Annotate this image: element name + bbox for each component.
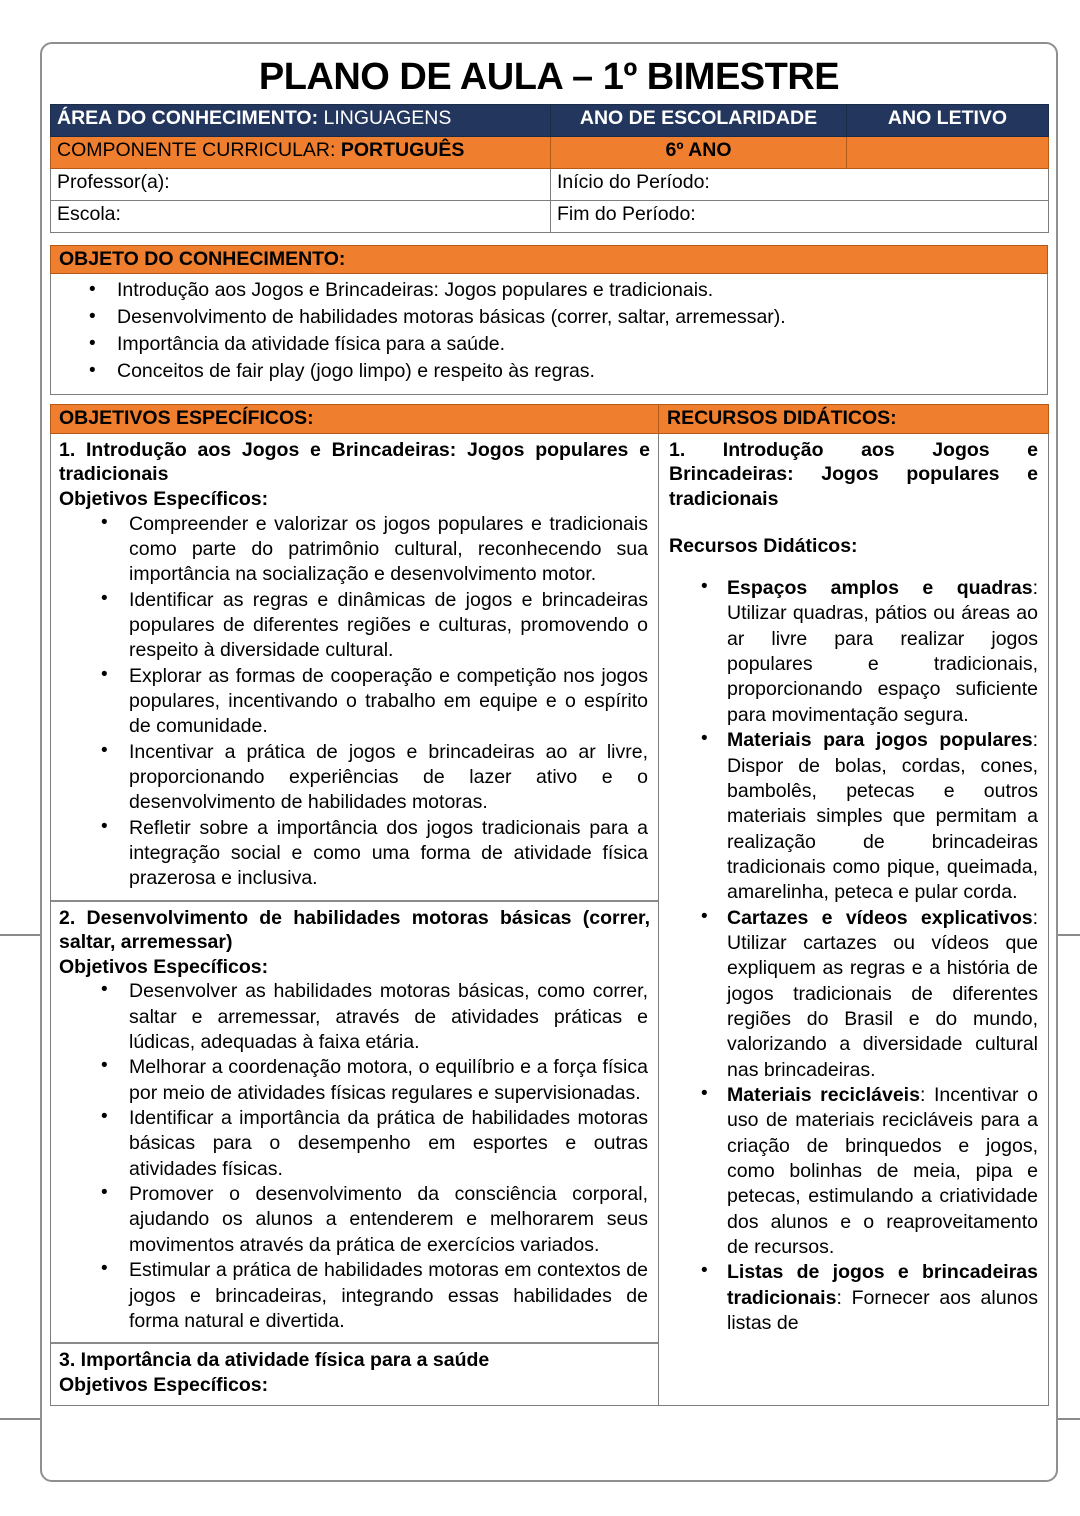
list-item: • Desenvolvimento de habilidades motoras básicas (correr, saltar, arremessar). — [117, 305, 1027, 331]
area-conhecimento-label: ÁREA DO CONHECIMENTO: — [57, 107, 319, 129]
list-item: • Explorar as formas de cooperação e competição nos jogos populares, incentivando o trabalho em equipe e o espírito de comunidade. — [129, 664, 648, 740]
table-row — [51, 201, 1049, 233]
list-item: • Compreender e valorizar os jogos populares e tradicionais como parte do patrimônio cultural, reconhecendo sua importância na socialização e desenvolvimento motor. — [129, 512, 648, 588]
recursos-body — [659, 434, 1048, 1343]
list-item-text: : Incentivar o uso de materiais recicláveis para a criação de brinquedos e jogos, como bolinhas de meia, pipa e petecas, estimulando a criatividade dos alunos e o reaproveitamento de recursos. — [727, 1083, 1039, 1259]
list-item — [727, 1260, 1038, 1336]
table-row — [51, 105, 1049, 137]
objetivo-block-1-cell — [51, 434, 658, 901]
objetivo-block-3-subtitle: Objetivos Específicos: — [59, 1373, 269, 1396]
table-row — [51, 169, 1049, 201]
list-item: • Desenvolver as habilidades motoras básicas, como correr, saltar e arremessar, através de atividades práticas e lúdicas, adequadas à faixa etária. — [129, 979, 648, 1055]
page-content — [40, 42, 1058, 1482]
list-item: • Melhorar a coordenação motora, o equilíbrio e a força física por meio de atividades físicas regulares e supervisionadas. — [129, 1055, 648, 1106]
list-item-text: : Utilizar cartazes ou vídeos que expliquem as regras e a história de jogos tradicionais de diferentes regiões do Brasil e do mundo, valorizando a diversidade cultural nas brincadeiras. — [727, 906, 1038, 1081]
objetivos-blocks-table — [51, 434, 658, 1405]
header-info-table — [50, 104, 1049, 233]
list-item: • Refletir sobre a importância dos jogos tradicionais para a integração social e como uma forma de atividade física prazerosa e inclusiva. — [129, 816, 648, 892]
table-row — [51, 405, 1049, 434]
objetivo-block-2 — [51, 901, 658, 1344]
spacer — [50, 395, 1048, 404]
componente-curricular-value: PORTUGUÊS — [340, 139, 465, 161]
recursos-list — [669, 576, 1038, 1336]
componente-curricular-cell — [51, 137, 551, 169]
objetivo-block-1-subtitle: Objetivos Específicos: — [59, 487, 269, 510]
table-row — [51, 433, 1049, 1405]
objetivo-block-2-title: 2. Desenvolvimento de habilidades motoras básicas (correr, saltar, arremessar) — [59, 906, 650, 954]
list-item: • Conceitos de fair play (jogo limpo) e respeito às regras. — [117, 359, 1027, 385]
page-title: PLANO DE AULA – 1º BIMESTRE — [258, 56, 840, 98]
professor-field[interactable]: Professor(a): — [51, 169, 551, 201]
recursos-didaticos-header: RECURSOS DIDÁTICOS: — [659, 405, 1049, 434]
list-item: • Importância da atividade física para a saúde. — [117, 332, 1027, 358]
table-row — [51, 137, 1049, 169]
list-item-text: : Utilizar quadras, pátios ou áreas ao ar livre para realizar jogos populares e tradicionais, proporcionando espaço suficiente para movimentação segura. — [727, 577, 1038, 726]
spacer — [50, 233, 1048, 245]
recursos-subtitle: Recursos Didáticos: — [669, 534, 858, 557]
objetivo-block-3-cell — [51, 1343, 658, 1405]
area-conhecimento-text: LINGUAGENS — [323, 107, 452, 129]
list-item — [727, 728, 1038, 905]
objetivos-especificos-column — [51, 433, 659, 1405]
recursos-didaticos-column — [659, 433, 1049, 1405]
list-item-lead: Listas de jogos e brincadeiras tradicionais — [727, 1261, 1038, 1309]
list-item: • Identificar as regras e dinâmicas de jogos e brincadeiras populares de diferentes regiões e culturas, promovendo o respeito à diversidade cultural. — [129, 588, 648, 664]
area-conhecimento-cell — [51, 105, 551, 137]
escola-field[interactable]: Escola: — [51, 201, 551, 233]
inicio-periodo-field[interactable]: Início do Período: — [551, 169, 1049, 201]
objetivo-block-1 — [51, 434, 658, 901]
list-item — [727, 576, 1038, 728]
objeto-conhecimento-body — [50, 274, 1048, 395]
objeto-conhecimento-list — [51, 278, 1047, 385]
objetivo-block-2-list — [59, 979, 650, 1334]
list-item-text: : Fornecer aos alunos listas de — [727, 1286, 1038, 1335]
objetivos-especificos-header: OBJETIVOS ESPECÍFICOS: — [51, 405, 659, 434]
list-item: • Introdução aos Jogos e Brincadeiras: Jogos populares e tradicionais. — [117, 278, 1027, 304]
list-item: • Promover o desenvolvimento da consciência corporal, ajudando os alunos a entenderem e melhorarem seus movimentos através da prática de exercícios variados. — [129, 1182, 648, 1258]
list-item — [727, 906, 1038, 1083]
objetivo-block-3-title: 3. Importância da atividade física para a saúde — [59, 1349, 490, 1372]
ano-escolaridade-value: 6º ANO — [551, 137, 847, 169]
list-item — [727, 1083, 1038, 1260]
list-item-lead: Espaços amplos e quadras — [727, 577, 1033, 600]
list-item: • Incentivar a prática de jogos e brincadeiras ao ar livre, proporcionando experiências de lazer ativo e o desenvolvimento de habilidades motoras. — [129, 740, 648, 816]
componente-curricular-label: COMPONENTE CURRICULAR: — [57, 139, 336, 161]
list-item-lead: Materiais para jogos populares — [727, 729, 1033, 752]
list-item: • Estimular a prática de habilidades motoras em contextos de jogos e brincadeiras, integrando essas habilidades de forma natural e divertida. — [129, 1258, 648, 1334]
ano-escolaridade-header: ANO DE ESCOLARIDADE — [551, 105, 847, 137]
objetivo-block-1-list — [59, 512, 650, 892]
objetivo-block-2-cell — [51, 901, 658, 1344]
objetivo-block-1-title: 1. Introdução aos Jogos e Brincadeiras: Jogos populares e tradicionais — [59, 438, 650, 486]
objetivo-block-2-subtitle: Objetivos Específicos: — [59, 955, 269, 978]
ano-letivo-value[interactable] — [847, 137, 1049, 169]
recursos-block-title: 1. Introdução aos Jogos e Brincadeiras: Jogos populares e tradicionais — [669, 438, 1038, 510]
list-item-text: : Dispor de bolas, cordas, cones, bambolês, petecas e outros materiais simples que permitam a realização de brincadeiras tradicionais como pique, queimada, amarelinha, peteca e pular corda. — [727, 729, 1038, 904]
list-item-lead: Materiais recicláveis — [727, 1083, 920, 1106]
objetivo-block-3 — [51, 1343, 658, 1405]
main-content-table — [50, 404, 1049, 1406]
fim-periodo-field[interactable]: Fim do Período: — [551, 201, 1049, 233]
ano-letivo-header: ANO LETIVO — [847, 105, 1049, 137]
objeto-conhecimento-header: OBJETO DO CONHECIMENTO: — [50, 245, 1048, 274]
list-item: • Identificar a importância da prática de habilidades motoras básicas para o desempenho em esportes e outras atividades físicas. — [129, 1106, 648, 1182]
list-item-lead: Cartazes e vídeos explicativos — [727, 906, 1033, 929]
